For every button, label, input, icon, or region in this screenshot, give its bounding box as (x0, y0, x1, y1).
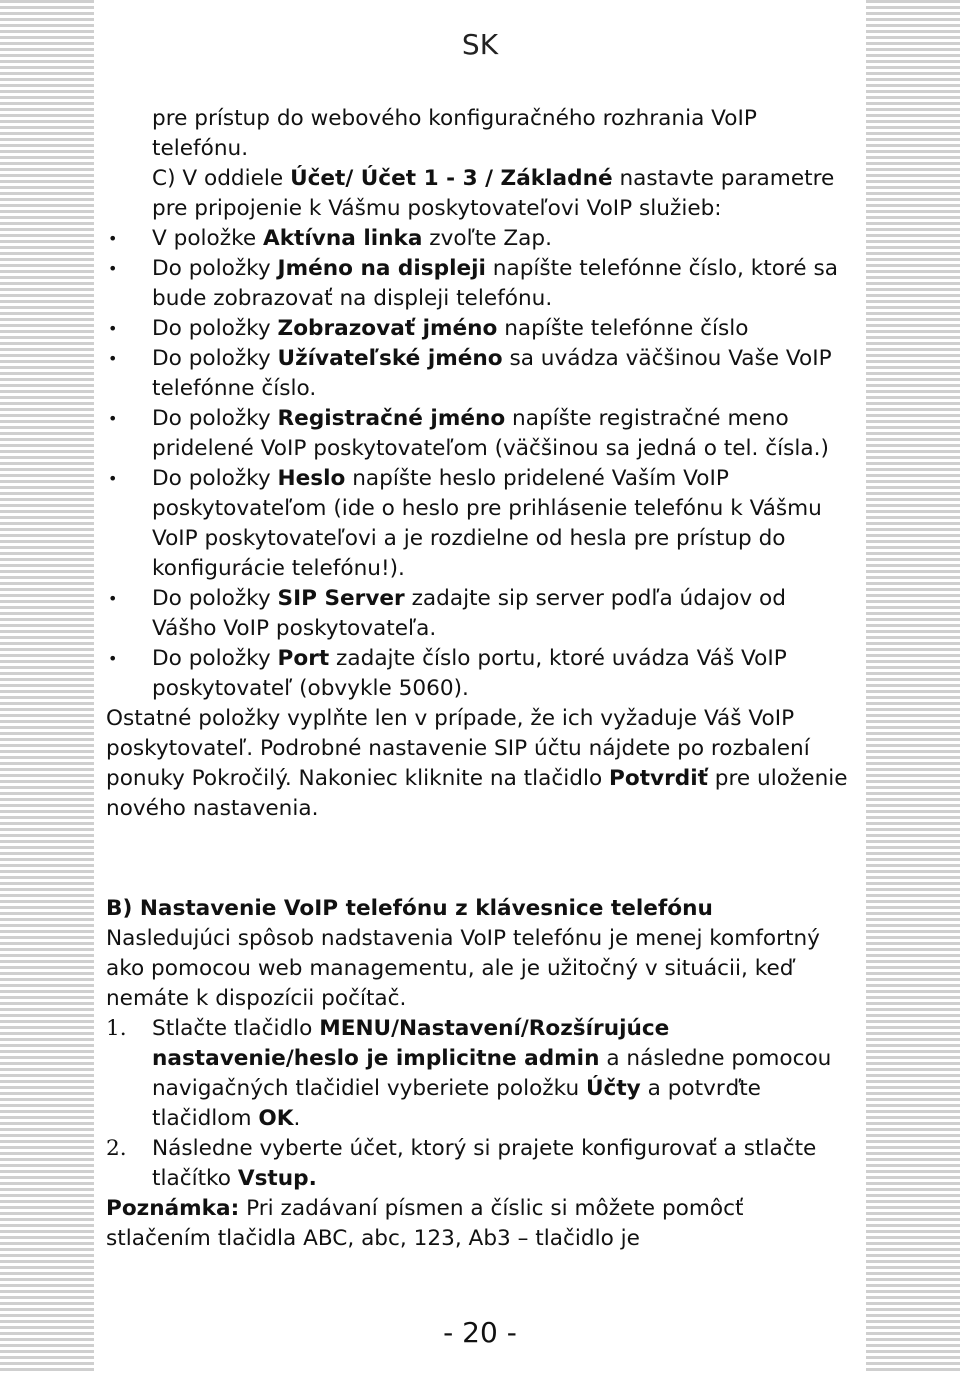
note-label: Poznámka: (106, 1196, 240, 1221)
item-field-name: Aktívna linka (262, 226, 423, 251)
item-text: Do položky (152, 406, 278, 431)
section-b-intro: Nasledujúci spôsob nadstavenia VoIP telefónu je menej komfortný ako pomocou web managementu, ale je užitočný v situácii, keď nemáte k dispozícii počítač. (106, 926, 820, 1011)
list-item (106, 464, 850, 584)
item-text: napíšte telefónne číslo, ktoré sa bude zobrazovať na displeji telefónu. (152, 256, 838, 311)
left-stripe-decoration (0, 0, 94, 1373)
item-text: zadajte číslo portu, ktoré uvádza Váš VoIP poskytovateľ (obvykle 5060). (152, 646, 787, 701)
intro-c-bold: Účet/ Účet 1 - 3 / Základné (290, 166, 613, 191)
item-field-name: Zobrazovať jméno (277, 316, 498, 341)
step-number: 2. (106, 1136, 127, 1161)
item-text: zvoľte Zap. (422, 226, 552, 251)
list-item (106, 314, 850, 344)
item-text: Do položky (152, 646, 278, 671)
right-stripe-decoration (866, 0, 960, 1373)
item-text: Do položky (152, 346, 278, 371)
item-text: Do položky (152, 256, 278, 281)
section-b-heading (106, 894, 850, 924)
closing-bold: Potvrdiť (609, 766, 708, 791)
language-label: SK (461, 28, 499, 61)
item-field-name: Port (277, 646, 330, 671)
list-item (106, 584, 850, 644)
parameter-list (106, 224, 850, 704)
item-text: napíšte telefónne číslo (497, 316, 749, 341)
step-bold: OK (258, 1106, 294, 1131)
note-text: Pri zadávaní písmen a číslic si môžete pomôcť stlačením tlačidla ABC, abc, 123, Ab3 – tlačidlo je (106, 1196, 744, 1251)
note-paragraph (106, 1194, 850, 1254)
step-bold: Účty (586, 1076, 641, 1101)
list-item (106, 224, 850, 254)
intro-line: pre prístup do webového konfiguračného rozhrania VoIP telefónu. (152, 106, 757, 161)
item-text: napíšte heslo pridelené Vaším VoIP poskytovateľom (ide o heslo pre prihlásenie telefónu k Vášmu VoIP poskytovateľovi a je rozdielne od hesla pre prístup do konfigurácie telefónu!). (152, 466, 822, 581)
intro-c-prefix: C) V oddiele (152, 166, 291, 191)
list-item (106, 644, 850, 704)
step-bold: Vstup. (237, 1166, 317, 1191)
closing-text: Ostatné položky vyplňte len v prípade, že ich vyžaduje Váš VoIP poskytovateľ. Podrobné nastavenie SIP účtu nájdete po rozbalení ponuky Pokročilý. Nakoniec kliknite na tlačidlo (106, 706, 810, 791)
list-item (106, 1134, 850, 1194)
intro-paragraph (152, 104, 850, 224)
item-text: Do položky (152, 316, 278, 341)
step-bold: MENU/Nastavení/Rozšírujúce nastavenie/heslo je implicitne admin (152, 1016, 670, 1071)
item-text: sa uvádza väčšinou Vaše VoIP telefónne číslo. (152, 346, 832, 401)
section-heading-text: B) Nastavenie VoIP telefónu z klávesnice telefónu (106, 896, 713, 921)
step-text: . (293, 1106, 301, 1131)
list-item (106, 404, 850, 464)
step-number: 1. (106, 1016, 127, 1041)
item-field-name: SIP Server (277, 586, 405, 611)
step-text: Následne vyberte účet, ktorý si prajete konfigurovať a stlačte tlačítko (152, 1136, 817, 1191)
list-item (106, 254, 850, 314)
closing-paragraph (106, 704, 850, 824)
item-field-name: Užívateľské jméno (277, 346, 503, 371)
closing-post: pre uloženie nového nastavenia. (106, 766, 848, 821)
intro-c-suffix: nastavte parametre pre pripojenie k Vášmu poskytovateľovi VoIP služieb: (152, 166, 835, 221)
item-text: Do položky (152, 586, 278, 611)
item-text: V položke (152, 226, 263, 251)
list-item (106, 1014, 850, 1134)
step-text: Stlačte tlačidlo (152, 1016, 320, 1041)
item-text: zadajte sip server podľa údajov od Vášho VoIP poskytovateľa. (152, 586, 786, 641)
item-text: napíšte registračné meno pridelené VoIP poskytovateľom (väčšinou sa jedná o tel. čísla.) (152, 406, 829, 461)
item-field-name: Registračné jméno (277, 406, 506, 431)
steps-list (106, 1014, 850, 1194)
page-content (106, 104, 850, 1254)
step-text: a následne pomocou navigačných tlačidiel vyberiete položku (152, 1046, 832, 1101)
step-text: a potvrďte tlačidlom (152, 1076, 761, 1131)
item-field-name: Jméno na displeji (277, 256, 486, 281)
page-number: - 20 - (443, 1316, 517, 1349)
list-item (106, 344, 850, 404)
item-field-name: Heslo (277, 466, 346, 491)
item-text: Do položky (152, 466, 278, 491)
